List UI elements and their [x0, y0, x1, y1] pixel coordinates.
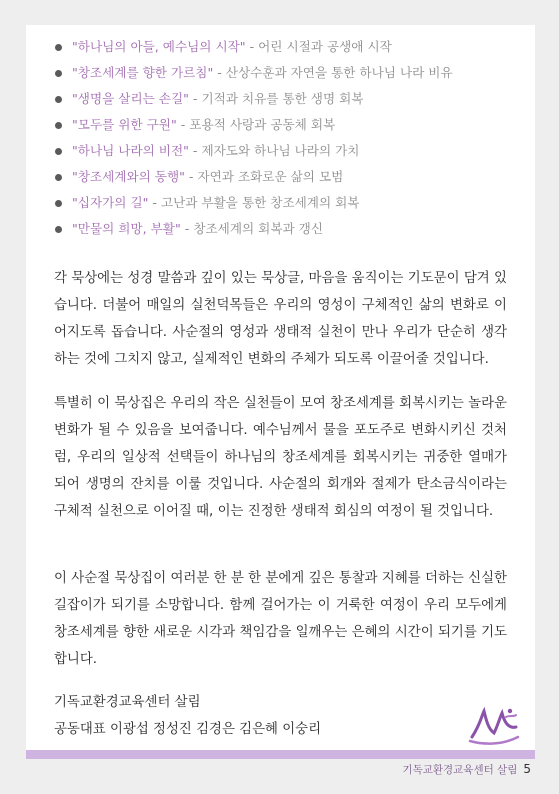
list-item-desc: - 어린 시절과 공생애 시작 — [245, 39, 392, 54]
list-item-desc: - 고난과 부활을 통한 창조세계의 회복 — [148, 195, 360, 210]
list-item-desc: - 창조세계의 회복과 갱신 — [180, 221, 323, 236]
list-item-title: "하나님의 아들, 예수님의 시작" — [72, 39, 246, 54]
page — [26, 25, 535, 750]
bullet-dot-icon — [55, 70, 62, 77]
list-item-desc: - 산상수훈과 자연을 통한 하나님 나라 비유 — [213, 65, 453, 80]
bullet-dot-icon — [55, 200, 62, 207]
body-paragraph: 이 사순절 묵상집이 여러분 한 분 한 분에게 깊은 통찰과 지혜를 더하는 신실한 길잡이가 되기를 소망합니다. 함께 걸어가는 이 거룩한 여정이 우리 모두에게 창조세계를 향한 새로운 시각과 책임감을 일깨우는 은혜의 시간이 되기를 기도합니다. — [54, 571, 507, 667]
list-item-title: "하나님 나라의 비전" — [72, 143, 189, 158]
list-item-desc: - 제자도와 하나님 나라의 가치 — [188, 143, 360, 158]
bullet-dot-icon — [55, 44, 62, 51]
body-paragraph: 각 묵상에는 성경 말씀과 깊이 있는 묵상글, 마음을 움직이는 기도문이 담겨 있습니다. 더불어 매일의 실천덕목들은 우리의 영성이 구체적인 삶의 변화로 이어지도록 돕습니다. 사순절의 영성과 생태적 실천이 만나 우리가 단순히 생각하는 것에 그치지 않고, 실제적인 변화의 주체가 되도록 이끌어줄 것입니다. — [54, 271, 507, 367]
list-item — [26, 167, 535, 193]
list-item — [26, 115, 535, 141]
list-item-desc: - 기적과 치유를 통한 생명 회복 — [188, 91, 364, 106]
list-item-desc: - 자연과 조화로운 삶의 모범 — [184, 169, 344, 184]
footer-bar — [26, 750, 535, 759]
bullet-dot-icon — [55, 226, 62, 233]
list-item — [26, 63, 535, 89]
bullet-dot-icon — [55, 96, 62, 103]
chapter-list — [26, 37, 535, 245]
bullet-dot-icon — [55, 148, 62, 155]
list-item-title: "십자가의 길" — [72, 195, 149, 210]
salim-logo-icon — [466, 703, 522, 745]
signature-names: 공동대표 이광섭 정성진 김경은 김은혜 이숭리 — [54, 722, 322, 737]
list-item — [26, 37, 535, 63]
footer-label: 기독교환경교육센터 살림 — [402, 764, 518, 776]
list-item — [26, 193, 535, 219]
list-item — [26, 141, 535, 167]
bullet-dot-icon — [55, 122, 62, 129]
list-item-desc: - 포용적 사랑과 공동체 회복 — [176, 117, 336, 132]
bullet-dot-icon — [55, 174, 62, 181]
list-item-title: "모두를 위한 구원" — [72, 117, 177, 132]
list-item-title: "창조세계와의 동행" — [72, 169, 185, 184]
footer — [402, 762, 531, 777]
list-item-title: "생명을 살리는 손길" — [72, 91, 189, 106]
signature-org: 기독교환경교육센터 살림 — [54, 695, 201, 710]
list-item-title: "만물의 희망, 부활" — [72, 221, 181, 236]
page-number: 5 — [523, 762, 531, 776]
list-item-title: "창조세계를 향한 가르침" — [72, 65, 214, 80]
list-item — [26, 219, 535, 245]
body-paragraph: 특별히 이 묵상집은 우리의 작은 실천들이 모여 창조세계를 회복시키는 놀라운 변화가 될 수 있음을 보여줍니다. 예수님께서 물을 포도주로 변화시키신 것처럼, 우리의 일상적 선택들이 하나님의 창조세계를 회복시키는 귀중한 열매가 되어 생명의 잔치를 이룰 것입니다. 사순절의 회개와 절제가 탄소금식이라는 구체적 실천으로 이어질 때, 이는 진정한 생태적 회심의 여정이 될 것입니다. — [54, 396, 507, 519]
list-item — [26, 89, 535, 115]
